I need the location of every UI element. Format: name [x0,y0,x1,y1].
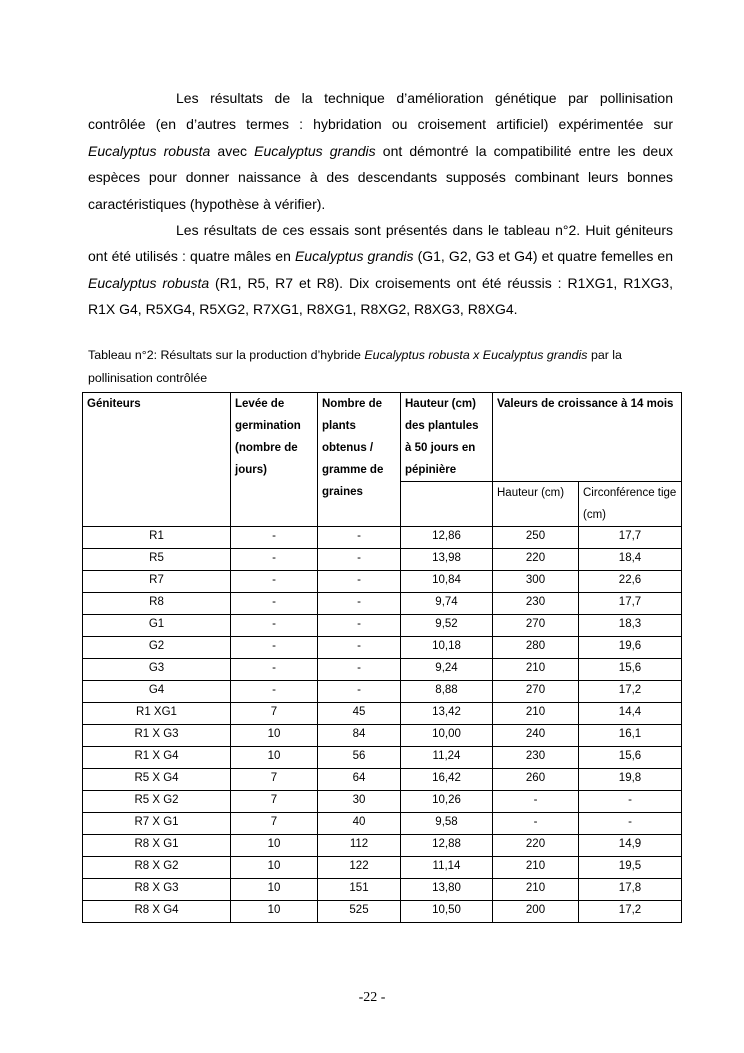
cell-levee: 7 [231,769,318,791]
cell-hauteur-pep: 9,52 [401,615,493,637]
paragraph-1: Les résultats de la technique d’amélioration génétique par pollinisation contrôlée (en d’autres termes : hybridation ou croisement artificiel) expérimentée sur Eucalyptus robusta avec Eucalyptus grandis ont démontré la compatibilité entre les deux espèces pour donner naissance à des descendants supposés combinant leurs bonnes caractéristiques (hypothèse à vérifier). [88,90,674,212]
header-empty-cell [401,482,493,527]
cell-hauteur-pep: 10,26 [401,791,493,813]
cell-levee: 7 [231,703,318,725]
cell-plants: 525 [318,901,401,923]
cell-levee: - [231,681,318,703]
cell-circ: 22,6 [579,571,682,593]
table-row [83,703,682,725]
cell-plants: 151 [318,879,401,901]
cell-hauteur-pep: 10,18 [401,637,493,659]
cell-circ: 14,4 [579,703,682,725]
cell-levee: 10 [231,835,318,857]
table-row [83,901,682,923]
cell-levee: - [231,593,318,615]
cell-hauteur-pep: 11,14 [401,857,493,879]
cell-circ: 18,3 [579,615,682,637]
cell-hauteur-pep: 13,98 [401,549,493,571]
cell-circ: 19,6 [579,637,682,659]
cell-hauteur-pep: 10,84 [401,571,493,593]
header-valeurs-croissance: Valeurs de croissance à 14 mois [493,393,682,482]
cell-circ: - [579,791,682,813]
cell-geniteur: R8 X G1 [83,835,231,857]
cell-levee: 10 [231,725,318,747]
paragraph-2: Les résultats de ces essais sont présentés dans le tableau n°2. Huit géniteurs ont été utilisés : quatre mâles en Eucalyptus grandis (G1, G2, G3 et G4) et quatre femelles en Eucalyptus robusta (R1, R5, R7 et R8). Dix croisements ont été réussis : R1XG1, R1XG3, R1X G4, R5XG4, R5XG2, R7XG1, R8XG1, R8XG2, R8XG3, R8XG4. [88,222,673,318]
cell-plants: - [318,549,401,571]
cell-hauteur: 220 [493,549,579,571]
cell-geniteur: R5 X G4 [83,769,231,791]
cell-hauteur-pep: 13,42 [401,703,493,725]
cell-circ: 17,7 [579,593,682,615]
cell-circ: 15,6 [579,747,682,769]
cell-geniteur: R1 [83,527,231,549]
cell-plants: 45 [318,703,401,725]
cell-circ: 17,2 [579,681,682,703]
cell-plants: 30 [318,791,401,813]
cell-hauteur: 270 [493,681,579,703]
cell-hauteur-pep: 12,88 [401,835,493,857]
table-caption: Tableau n°2: Résultats sur la production d’hybride Eucalyptus robusta x Eucalyptus grandis par la pollinisation contrôlée [88,348,622,385]
cell-levee: - [231,659,318,681]
cell-hauteur: 220 [493,835,579,857]
cell-circ: 15,6 [579,659,682,681]
table-row [83,747,682,769]
cell-levee: - [231,527,318,549]
cell-hauteur: 270 [493,615,579,637]
header-circonference: Circonférence tige (cm) [579,482,682,527]
cell-geniteur: R1 X G4 [83,747,231,769]
table-row [83,791,682,813]
cell-geniteur: R7 [83,571,231,593]
header-geniteurs: Géniteurs [83,393,231,527]
cell-hauteur-pep: 13,80 [401,879,493,901]
cell-levee: 7 [231,791,318,813]
cell-hauteur-pep: 11,24 [401,747,493,769]
results-table [82,392,682,923]
cell-hauteur: 210 [493,659,579,681]
cell-hauteur: 300 [493,571,579,593]
cell-levee: 7 [231,813,318,835]
cell-plants: - [318,681,401,703]
cell-plants: - [318,659,401,681]
cell-hauteur: 210 [493,703,579,725]
cell-hauteur-pep: 8,88 [401,681,493,703]
table-row [83,571,682,593]
header-levee-germination: Levée de germination (nombre de jours) [231,393,318,527]
cell-geniteur: R5 [83,549,231,571]
cell-geniteur: R7 X G1 [83,813,231,835]
cell-hauteur: 210 [493,857,579,879]
table-row [83,769,682,791]
cell-circ: 14,9 [579,835,682,857]
cell-hauteur: - [493,813,579,835]
cell-levee: 10 [231,901,318,923]
cell-levee: - [231,549,318,571]
table-row [83,527,682,549]
cell-hauteur: 210 [493,879,579,901]
cell-hauteur: 240 [493,725,579,747]
cell-hauteur-pep: 9,58 [401,813,493,835]
cell-hauteur-pep: 9,74 [401,593,493,615]
cell-hauteur-pep: 10,50 [401,901,493,923]
table-row [83,681,682,703]
cell-hauteur: 200 [493,901,579,923]
table-row [83,549,682,571]
cell-circ: 18,4 [579,549,682,571]
cell-circ: 17,7 [579,527,682,549]
cell-plants: 122 [318,857,401,879]
cell-hauteur: 230 [493,593,579,615]
cell-geniteur: R8 X G2 [83,857,231,879]
table-body [83,527,682,923]
cell-hauteur: 230 [493,747,579,769]
cell-plants: 64 [318,769,401,791]
cell-plants: - [318,637,401,659]
cell-hauteur: 280 [493,637,579,659]
cell-circ: - [579,813,682,835]
cell-circ: 17,2 [579,901,682,923]
cell-geniteur: R5 X G2 [83,791,231,813]
table-row [83,835,682,857]
cell-circ: 16,1 [579,725,682,747]
cell-levee: 10 [231,857,318,879]
table-row [83,615,682,637]
table-row [83,857,682,879]
header-hauteur-pepiniere: Hauteur (cm) des plantules à 50 jours en pépinière [401,393,493,482]
cell-circ: 19,8 [579,769,682,791]
cell-circ: 17,8 [579,879,682,901]
cell-hauteur-pep: 9,24 [401,659,493,681]
cell-levee: 10 [231,747,318,769]
header-hauteur: Hauteur (cm) [493,482,579,527]
cell-hauteur: 250 [493,527,579,549]
cell-plants: - [318,593,401,615]
cell-geniteur: G4 [83,681,231,703]
table-row [83,593,682,615]
table-row [83,725,682,747]
cell-plants: 40 [318,813,401,835]
cell-plants: 56 [318,747,401,769]
cell-geniteur: G3 [83,659,231,681]
cell-geniteur: G1 [83,615,231,637]
body-text [88,85,673,323]
cell-geniteur: R8 [83,593,231,615]
table-row [83,879,682,901]
header-nombre-plants: Nombre de plants obtenus / gramme de graines [318,393,401,527]
cell-geniteur: R8 X G4 [83,901,231,923]
cell-plants: - [318,571,401,593]
cell-geniteur: R8 X G3 [83,879,231,901]
cell-geniteur: R1 XG1 [83,703,231,725]
cell-hauteur-pep: 12,86 [401,527,493,549]
cell-plants: 112 [318,835,401,857]
cell-levee: 10 [231,879,318,901]
cell-hauteur: - [493,791,579,813]
page-number: -22 - [358,990,386,1005]
cell-hauteur-pep: 16,42 [401,769,493,791]
cell-levee: - [231,571,318,593]
cell-plants: 84 [318,725,401,747]
cell-geniteur: G2 [83,637,231,659]
cell-hauteur-pep: 10,00 [401,725,493,747]
cell-plants: - [318,527,401,549]
cell-plants: - [318,615,401,637]
cell-circ: 19,5 [579,857,682,879]
table-row [83,813,682,835]
table-row [83,659,682,681]
cell-geniteur: R1 X G3 [83,725,231,747]
cell-levee: - [231,615,318,637]
cell-hauteur: 260 [493,769,579,791]
table-row [83,637,682,659]
cell-levee: - [231,637,318,659]
